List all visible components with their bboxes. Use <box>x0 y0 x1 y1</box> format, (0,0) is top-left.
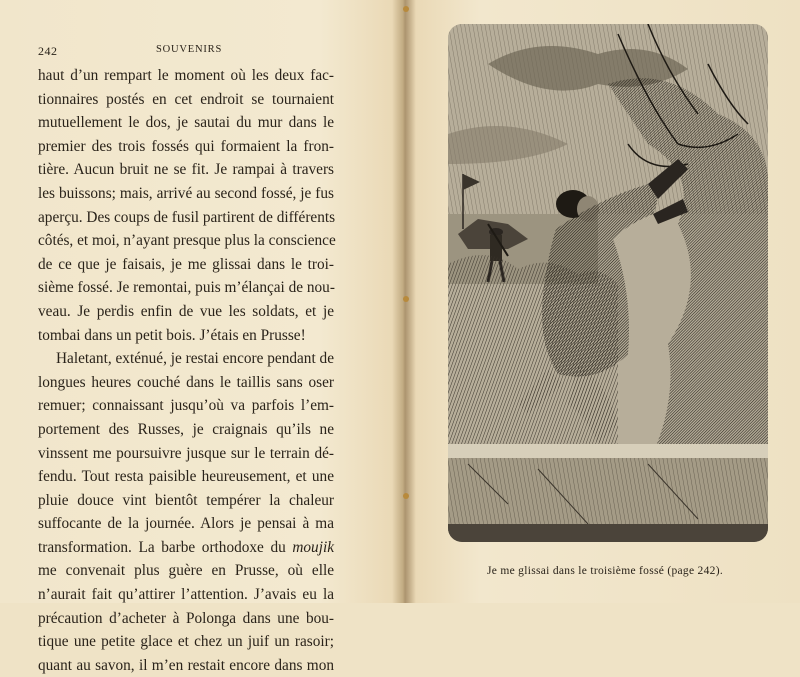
paragraph-1 <box>38 64 334 347</box>
text-line-start: transformation. La barbe orthodoxe du <box>38 538 293 556</box>
body-text <box>38 64 334 677</box>
engraving-svg <box>448 24 768 542</box>
text-line: aperçu. Des coups de fusil partirent de différents <box>38 208 336 226</box>
running-head <box>38 44 338 60</box>
italic-word: moujik <box>292 538 334 556</box>
text-line: fendu. Tout resta paisible heureusement, et une <box>38 468 334 486</box>
text-line: tière. Aucun bruit ne se fit. Je rampai à travers <box>38 161 334 179</box>
paragraph-2 <box>38 347 334 677</box>
text-line: suffocante de la journée. Alors je pensai à ma <box>38 515 334 533</box>
text-line: veau. Je perdis enfin de vue les soldats, et je <box>38 302 334 320</box>
text-line: me convenait plus guère en Prusse, où elle <box>38 562 334 580</box>
text-line: vinssent me poursuivre jusque sur le terrain dé- <box>38 444 334 462</box>
running-head-title: SOUVENIRS <box>156 44 223 55</box>
text-line: précaution d’acheter à Polonga dans une bou- <box>38 609 334 627</box>
text-line: tombai dans un petit bois. J’étais en Prusse! <box>38 326 306 344</box>
text-line: de ce que je faisais, je me glissai dans le troi- <box>38 255 334 273</box>
text-line: haut d’un rempart le moment où les deux fac- <box>38 67 334 84</box>
text-line: sième fossé. Je remontai, puis m’élançai de nou- <box>38 279 335 297</box>
illustration-caption: Je me glissai dans le troisième fossé (page 242). <box>486 565 724 577</box>
text-line: pluie douce vint bientôt tempérer la chaleur <box>38 491 334 509</box>
text-line-with-italic <box>38 536 334 560</box>
text-line: n’aurait fait qu’attirer l’attention. J’avais eu la <box>38 586 334 604</box>
text-line: tique une petite glace et chez un juif un rasoir; <box>38 633 334 651</box>
binding-thread <box>403 296 409 302</box>
text-line: remuer; connaissant jusqu’où va parfois l’em- <box>38 397 334 415</box>
text-line: portement des Russes, je craignais qu’ils ne <box>38 420 334 438</box>
binding-thread <box>403 493 409 499</box>
binding-thread <box>403 6 409 12</box>
text-line: mutuellement le dos, je sautai du mur dans le <box>38 114 334 132</box>
text-line: quant au savon, il m’en restait encore dans mon <box>38 656 334 674</box>
text-line: premier des trois fossés qui formaient la fron- <box>38 137 334 155</box>
text-line: tionnaires postés en cet endroit se tournaient <box>38 90 334 108</box>
text-line: les buissons; mais, arrivé au second fossé, je fus <box>38 184 334 202</box>
engraving-illustration <box>448 24 768 542</box>
text-line: Haletant, exténué, je restai encore pendant de <box>56 350 334 368</box>
text-line: côtés, et moi, n’ayant presque plus la conscience <box>38 232 336 250</box>
left-page <box>0 0 400 674</box>
page-number: 242 <box>38 44 58 58</box>
text-line: longues heures couché dans le taillis sans oser <box>38 373 334 391</box>
